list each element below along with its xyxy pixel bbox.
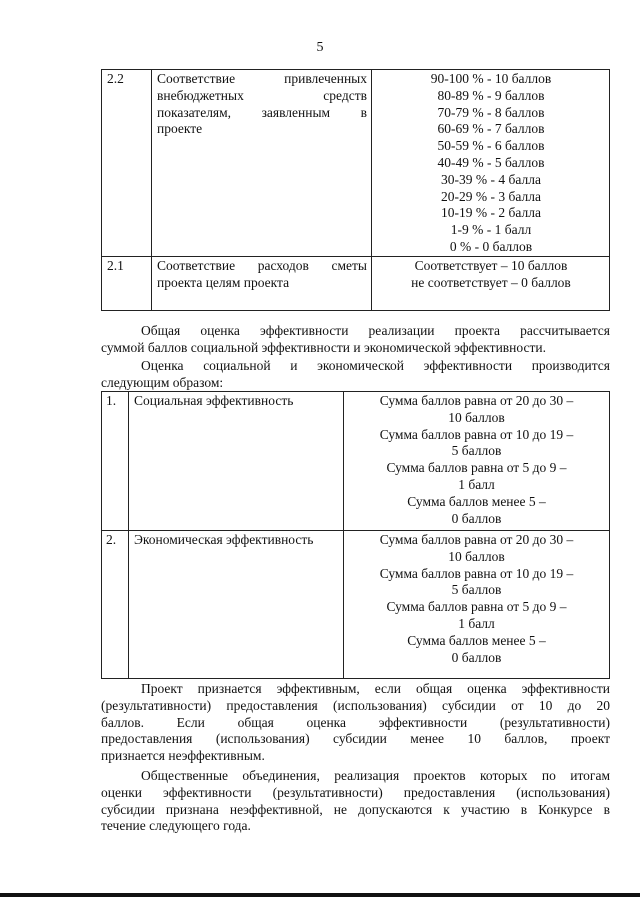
table-row: [102, 256, 610, 310]
criterion-line: проекта целям проекта: [157, 274, 290, 290]
text-line: суммой баллов социальной эффективности и экономической эффективности.: [101, 339, 546, 355]
score-line: Сумма баллов менее 5 –: [407, 632, 546, 648]
text-line: течение следующего года.: [101, 818, 251, 834]
score-line: Сумма баллов менее 5 –: [407, 493, 546, 509]
score-line: 0 баллов: [451, 649, 502, 665]
efficiency-name: Социальная эффективность: [129, 392, 344, 531]
score-line: 10 баллов: [448, 409, 505, 425]
score-line: Сумма баллов равна от 20 до 30 –: [379, 393, 574, 408]
row-number: 1.: [102, 392, 129, 531]
paragraph-total-score: [101, 323, 610, 357]
score-line: Сумма баллов равна от 5 до 9 –: [386, 460, 567, 476]
score-line: 0 баллов: [451, 510, 502, 526]
criterion-line: внебюджетных средств: [157, 87, 367, 103]
table-row: [102, 392, 610, 531]
text-line: (результативности) предоставления (использования) субсидии от 10 до 20: [101, 697, 610, 713]
score-line: Соответствует – 10 баллов: [414, 257, 568, 273]
score-line: 20-29 % - 3 балла: [441, 188, 541, 204]
score-line: 5 баллов: [451, 443, 502, 459]
text-line: Оценка социальной и экономической эффективности производится: [141, 358, 610, 373]
score-line: 0 % - 0 баллов: [449, 238, 533, 254]
score-line: не соответствует – 0 баллов: [411, 274, 571, 290]
efficiency-table: [101, 391, 610, 679]
text-line: Общественные объединения, реализация проектов которых по итогам: [141, 768, 610, 783]
score-line: 10-19 % - 2 балла: [441, 205, 541, 221]
score-line: 30-39 % - 4 балла: [441, 171, 541, 187]
score-line: 1 балл: [458, 615, 495, 631]
scores-cell: [344, 531, 610, 679]
table-row: [102, 70, 610, 257]
score-line: Сумма баллов равна от 10 до 19 –: [379, 565, 574, 581]
text-line: предоставления (использования) субсидии менее 10 баллов, проект: [101, 731, 610, 747]
text-line: следующим образом:: [101, 374, 224, 390]
criterion-line: Соответствие привлеченных: [157, 71, 367, 86]
criterion-line: показателям, заявленным в: [157, 104, 367, 120]
score-line: 70-79 % - 8 баллов: [437, 104, 545, 120]
text-line: оценки эффективности (результативности) предоставления (использования): [101, 784, 610, 800]
scores-cell: [344, 392, 610, 531]
efficiency-name: Экономическая эффективность: [129, 531, 344, 679]
score-line: 10 баллов: [448, 548, 505, 564]
score-line: 80-89 % - 9 баллов: [437, 87, 545, 103]
scores-cell: [372, 70, 610, 257]
criterion-line: проекте: [157, 121, 203, 137]
row-number: 2.1: [102, 256, 152, 310]
paragraph-evaluation-intro: [101, 358, 610, 392]
paragraph-effective-criteria: [101, 681, 610, 765]
criterion-cell: [152, 256, 372, 310]
score-line: Сумма баллов равна от 5 до 9 –: [386, 599, 567, 615]
row-number: 2.: [102, 531, 129, 679]
criteria-table: [101, 69, 610, 311]
text-line: Проект признается эффективным, если общая оценка эффективности: [141, 681, 610, 696]
score-line: Сумма баллов равна от 10 до 19 –: [379, 426, 574, 442]
text-line: субсидии признана неэффективной, не допускаются к участию в Конкурсе в: [101, 801, 610, 817]
score-line: 5 баллов: [451, 582, 502, 598]
score-line: 50-59 % - 6 баллов: [437, 138, 545, 154]
score-line: 1-9 % - 1 балл: [450, 222, 532, 238]
score-line: Сумма баллов равна от 20 до 30 –: [379, 532, 574, 547]
scan-edge-divider: [0, 893, 640, 897]
text-line: признается неэффективным.: [101, 748, 265, 764]
criterion-line: Соответствие расходов сметы: [157, 257, 367, 273]
score-line: 90-100 % - 10 баллов: [430, 71, 552, 86]
text-line: Общая оценка эффективности реализации проекта рассчитывается: [141, 323, 610, 338]
paragraph-exclusion: [101, 768, 610, 835]
page-number: 5: [316, 40, 324, 55]
scores-cell: [372, 256, 610, 310]
score-line: 60-69 % - 7 баллов: [437, 121, 545, 137]
row-number: 2.2: [102, 70, 152, 257]
score-line: 1 балл: [458, 476, 495, 492]
table-row: [102, 531, 610, 679]
criterion-cell: [152, 70, 372, 257]
score-line: 40-49 % - 5 баллов: [437, 154, 545, 170]
text-line: баллов. Если общая оценка эффективности (результативности): [101, 714, 610, 730]
